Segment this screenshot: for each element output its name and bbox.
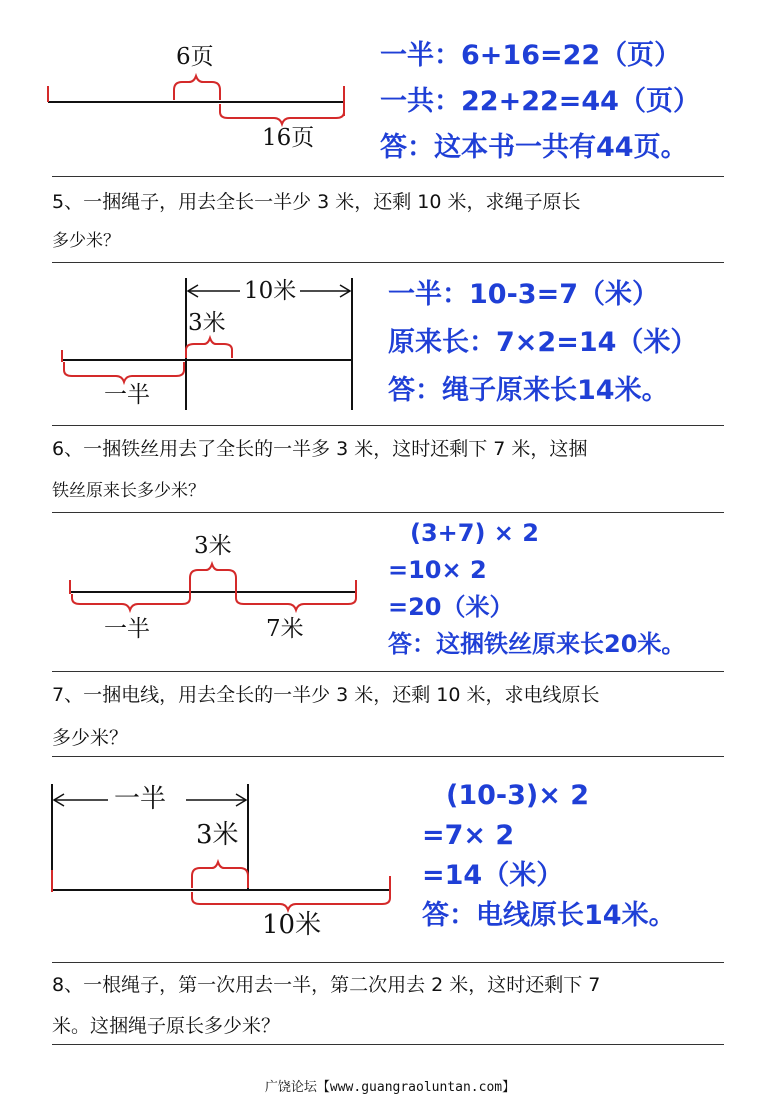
label-6-pages: 6页	[176, 44, 214, 70]
footer-site: 广饶论坛【www.guangraoluntan.com】	[264, 1080, 516, 1095]
answer-line: 答：绳子原来长14米。	[388, 375, 669, 406]
answer-line: =10× 2	[388, 556, 487, 584]
separator	[52, 425, 724, 426]
question-7-line-1: 7、一捆电线，用去全长的一半少 3 米，还剩 10 米，求电线原长	[52, 684, 600, 706]
label-half: 一半	[104, 616, 150, 642]
question-8-line-2: 米。这捆绳子原长多少米？	[52, 1015, 281, 1037]
label-10m: 10米	[244, 278, 297, 304]
answer-line: (3+7) × 2	[410, 519, 539, 547]
answer-line: =7× 2	[422, 820, 515, 851]
question-6-line-2: 铁丝原来长多少米？	[52, 481, 205, 501]
question-6-line-1: 6、一捆铁丝用去了全长的一半多 3 米，这时还剩下 7 米，这捆	[52, 438, 588, 460]
label-half: 一半	[104, 382, 150, 408]
label-10m: 10米	[262, 910, 322, 940]
question-5-line-1: 5、一捆绳子，用去全长一半少 3 米，还剩 10 米，求绳子原长	[52, 191, 581, 213]
answer-line: 答：这捆铁丝原来长20米。	[388, 630, 686, 658]
answer-line: 答：电线原长14米。	[422, 900, 676, 931]
answer-line: 一半：6+16=22（页）	[380, 40, 682, 71]
separator	[52, 671, 724, 672]
separator	[52, 962, 724, 963]
question-8-line-1: 8、一根绳子，第一次用去一半，第二次用去 2 米，这时还剩下 7	[52, 974, 601, 996]
answer-line: 一共：22+22=44（页）	[380, 86, 700, 117]
separator	[52, 1044, 724, 1045]
question-7-line-2: 多少米？	[52, 727, 129, 749]
answer-line: 答：这本书一共有44页。	[380, 132, 688, 163]
answer-line: 原来长：7×2=14（米）	[388, 327, 698, 358]
separator	[52, 176, 724, 177]
label-7m: 7米	[266, 616, 304, 642]
label-half: 一半	[114, 784, 167, 814]
label-16-pages: 16页	[262, 125, 315, 151]
label-3m: 3米	[196, 820, 239, 850]
answer-line: 一半：10-3=7（米）	[388, 279, 659, 310]
question-5-line-2: 多少米？	[52, 231, 120, 251]
label-3m: 3米	[194, 533, 232, 559]
answer-line: (10-3)× 2	[446, 780, 590, 811]
label-3m: 3米	[188, 310, 226, 336]
answer-line: =20（米）	[388, 593, 514, 621]
answer-line: =14（米）	[422, 860, 564, 891]
